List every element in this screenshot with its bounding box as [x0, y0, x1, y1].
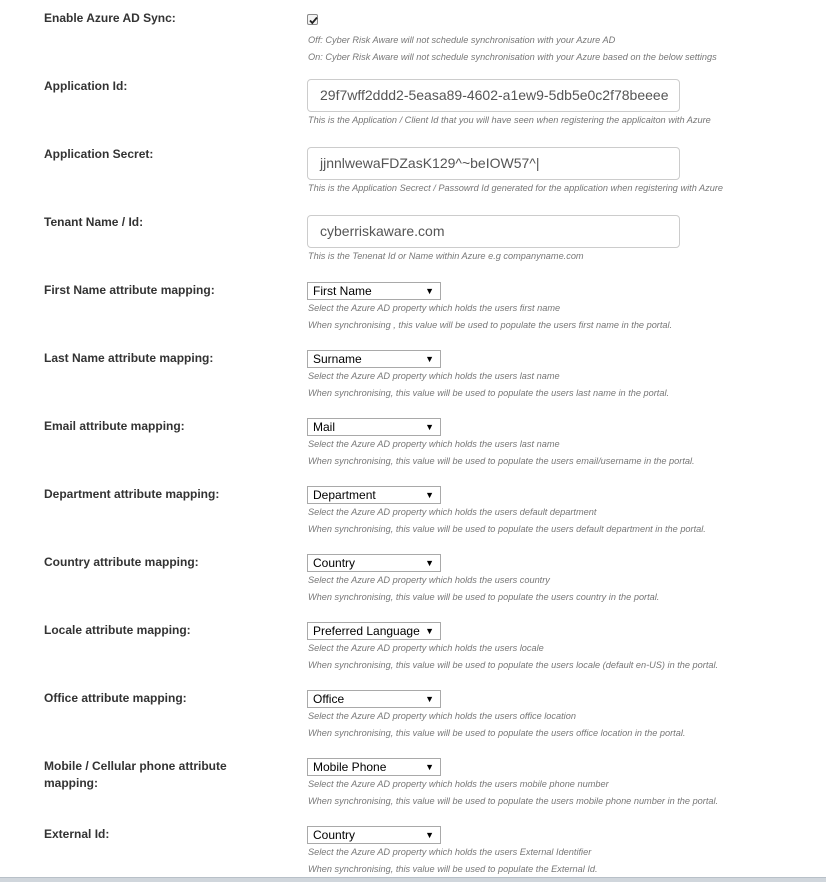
email-mapping-help-2: When synchronising, this value will be used to populate the users email/username in the portal.: [308, 456, 695, 466]
last-name-mapping-label: Last Name attribute mapping:: [44, 351, 214, 365]
tenant-label: Tenant Name / Id:: [44, 215, 144, 229]
department-mapping-label: Department attribute mapping:: [44, 487, 220, 501]
office-mapping-value: Office: [313, 692, 345, 706]
locale-mapping-value: Preferred Language: [313, 624, 420, 638]
application-id-help: This is the Application / Client Id that you will have seen when registering the applicaiton with Azure: [308, 115, 711, 125]
chevron-down-icon: ▼: [425, 626, 434, 636]
country-mapping-help-2: When synchronising, this value will be used to populate the users country in the portal.: [308, 592, 660, 602]
locale-mapping-select[interactable]: [307, 622, 441, 640]
last-name-mapping-help-1: Select the Azure AD property which holds the users last name: [308, 371, 560, 381]
office-mapping-help-1: Select the Azure AD property which holds the users office location: [308, 711, 576, 721]
application-secret-input[interactable]: jjnnlwewaFDZasK129^~beIOW57^|: [307, 147, 680, 180]
application-secret-help: This is the Application Secrect / Passowrd Id generated for the application when registering with Azure: [308, 183, 724, 193]
application-id-label: Application Id:: [44, 79, 128, 93]
enable-sync-checkbox[interactable]: [307, 14, 318, 25]
sync-label: Enable Azure AD Sync:: [44, 11, 176, 25]
last-name-mapping-select[interactable]: [307, 350, 441, 368]
external-id-mapping-help-2: When synchronising, this value will be used to populate the External Id.: [308, 864, 598, 874]
country-mapping-help-1: Select the Azure AD property which holds the users country: [308, 575, 550, 585]
locale-mapping-help-1: Select the Azure AD property which holds the users locale: [308, 643, 544, 653]
country-mapping-label: Country attribute mapping:: [44, 555, 199, 569]
sync-help-on: On: Cyber Risk Aware will not schedule synchronisation with your Azure based on the below settings: [308, 52, 717, 62]
office-mapping-label: Office attribute mapping:: [44, 691, 187, 705]
email-mapping-help-1: Select the Azure AD property which holds the users last name: [308, 439, 560, 449]
department-mapping-value: Department: [313, 488, 376, 502]
sync-help-off: Off: Cyber Risk Aware will not schedule synchronisation with your Azure AD: [308, 35, 616, 45]
external-id-mapping-help-1: Select the Azure AD property which holds the users External Identifier: [308, 847, 592, 857]
locale-mapping-help-2: When synchronising, this value will be used to populate the users locale (default en-US) in the portal.: [308, 660, 719, 670]
office-mapping-select[interactable]: [307, 690, 441, 708]
first-name-mapping-label: First Name attribute mapping:: [44, 283, 215, 297]
first-name-mapping-select[interactable]: [307, 282, 441, 300]
chevron-down-icon: ▼: [425, 286, 434, 296]
chevron-down-icon: ▼: [425, 762, 434, 772]
first-name-mapping-value: First Name: [313, 284, 372, 298]
mobile-mapping-select[interactable]: [307, 758, 441, 776]
external-id-mapping-value: Country: [313, 828, 356, 842]
department-mapping-help-2: When synchronising, this value will be used to populate the users default department in the portal.: [308, 524, 706, 534]
tenant-help: This is the Tenenat Id or Name within Azure e.g companyname.com: [308, 251, 584, 261]
first-name-mapping-help-2: When synchronising , this value will be used to populate the users first name in the portal.: [308, 320, 673, 330]
chevron-down-icon: ▼: [425, 490, 434, 500]
mobile-mapping-value: Mobile Phone: [313, 760, 387, 774]
checkmark-icon: [308, 15, 319, 26]
chevron-down-icon: ▼: [425, 354, 434, 364]
email-mapping-select[interactable]: [307, 418, 441, 436]
application-secret-label: Application Secret:: [44, 147, 154, 161]
department-mapping-help-1: Select the Azure AD property which holds the users default department: [308, 507, 597, 517]
mobile-mapping-help-1: Select the Azure AD property which holds the users mobile phone number: [308, 779, 609, 789]
chevron-down-icon: ▼: [425, 830, 434, 840]
horizontal-scrollbar[interactable]: [0, 877, 826, 882]
office-mapping-help-2: When synchronising, this value will be used to populate the users office location in the portal.: [308, 728, 686, 738]
department-mapping-select[interactable]: [307, 486, 441, 504]
mobile-mapping-help-2: When synchronising, this value will be used to populate the users mobile phone number in the portal.: [308, 796, 719, 806]
email-mapping-label: Email attribute mapping:: [44, 419, 185, 433]
chevron-down-icon: ▼: [425, 694, 434, 704]
last-name-mapping-value: Surname: [313, 352, 362, 366]
locale-mapping-label: Locale attribute mapping:: [44, 623, 191, 637]
external-id-mapping-label: External Id:: [44, 827, 110, 841]
email-mapping-value: Mail: [313, 420, 336, 434]
application-id-input[interactable]: 29f7wff2ddd2-5easa89-4602-a1ew9-5db5e0c2f78beeee: [307, 79, 680, 112]
mobile-mapping-label: Mobile / Cellular phone attribute mapping:: [44, 759, 227, 790]
tenant-input[interactable]: cyberriskaware.com: [307, 215, 680, 248]
first-name-mapping-help-1: Select the Azure AD property which holds the users first name: [308, 303, 561, 313]
external-id-mapping-select[interactable]: [307, 826, 441, 844]
country-mapping-value: Country: [313, 556, 356, 570]
chevron-down-icon: ▼: [425, 422, 434, 432]
country-mapping-select[interactable]: [307, 554, 441, 572]
chevron-down-icon: ▼: [425, 558, 434, 568]
last-name-mapping-help-2: When synchronising, this value will be used to populate the users last name in the portal.: [308, 388, 670, 398]
